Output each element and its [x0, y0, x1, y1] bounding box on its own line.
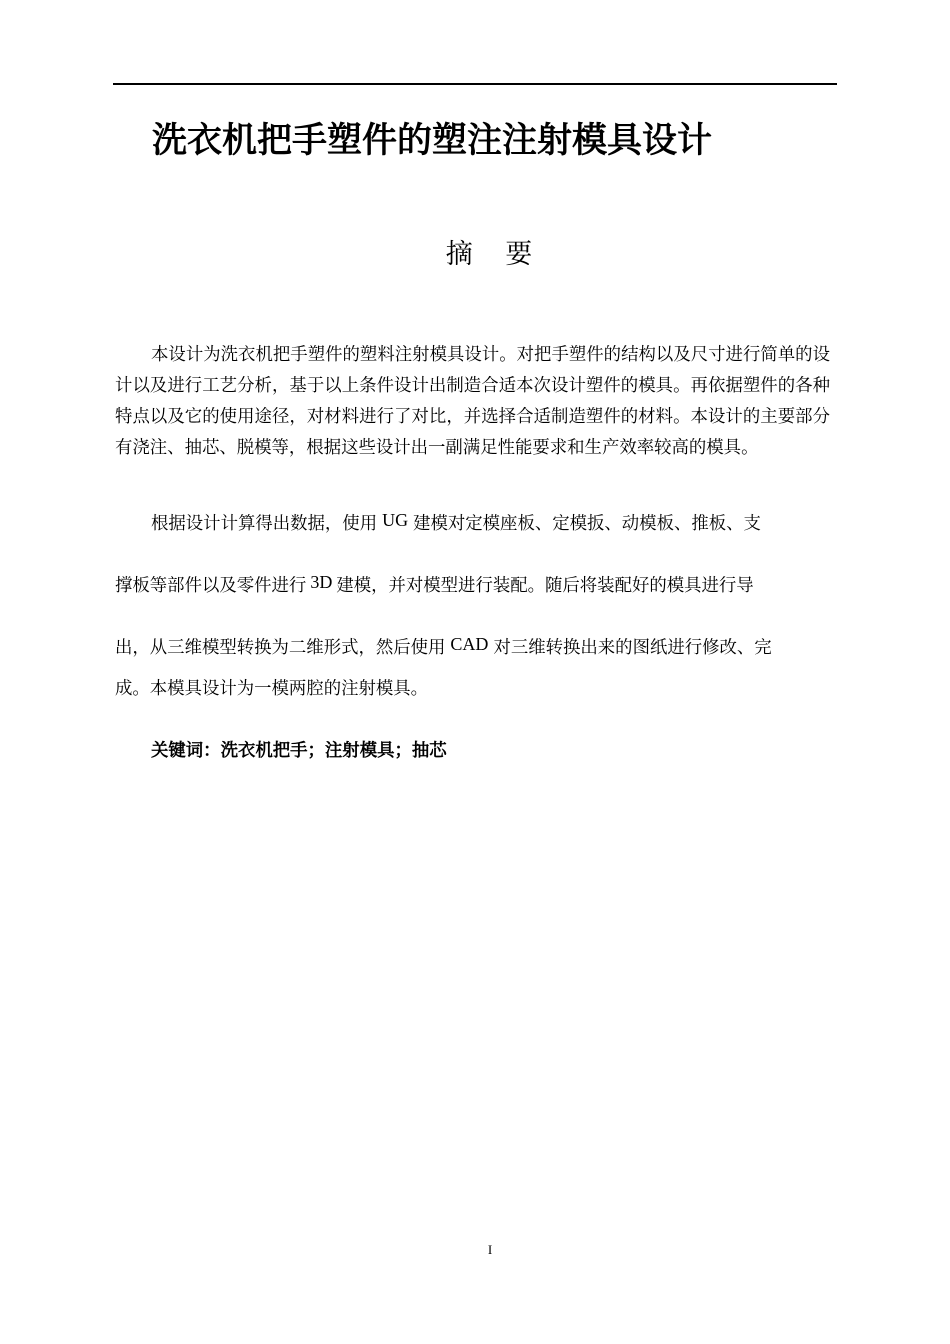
paragraph-2-text: 对三维转换出来的图纸进行修改、完 [493, 638, 772, 658]
paragraph-2-text: 建模，并对模型进行装配。随后将装配好的模具进行导 [336, 576, 754, 596]
abstract-paragraph-2-line-1: 根据设计计算得出数据，使用 UG 建模对定模座板、定模扳、动模板、推板、支 [151, 510, 761, 534]
abstract-paragraph-2-line-4: 成。本模具设计为一模两腔的注射模具。 [115, 679, 429, 699]
paragraph-2-text: 出，从三维模型转换为二维形式，然后使用 [115, 638, 446, 658]
paragraph-2-text: 撑板等部件以及零件进行 [115, 576, 307, 596]
abstract-heading: 摘 要 [445, 239, 545, 270]
document-title: 洗衣机把手塑件的塑注注射模具设计 [152, 121, 713, 161]
paragraph-2-text: 建模对定模座板、定模扳、动模板、推板、支 [413, 514, 761, 534]
header-rule [113, 83, 837, 85]
keywords: 关键词：洗衣机把手；注射模具；抽芯 [151, 741, 447, 761]
abstract-paragraph-2-line-3: 出，从三维模型转换为二维形式，然后使用 CAD 对三维转换出来的图纸进行修改、完 [115, 634, 772, 658]
abstract-paragraph-2-line-2: 撑板等部件以及零件进行 3D 建模，并对模型进行装配。随后将装配好的模具进行导 [115, 572, 754, 596]
paragraph-2-text: 根据设计计算得出数据，使用 [151, 514, 378, 534]
page-number: I [487, 1242, 493, 1257]
abstract-paragraph-1: 本设计为洗衣机把手塑件的塑料注射模具设计。对把手塑件的结构以及尺寸进行简单的设计以及进行工艺分析，基于以上条件设计出制造合适本次设计塑件的模具。再依据塑件的各种特点以及它的使用途径，对材料进行了对比，并选择合适制造塑件的材料。本设计的主要部分有浇注、抽芯、脱模等，根据这些设计出一副满足性能要求和生产效率较高的模具。 [115, 345, 830, 458]
